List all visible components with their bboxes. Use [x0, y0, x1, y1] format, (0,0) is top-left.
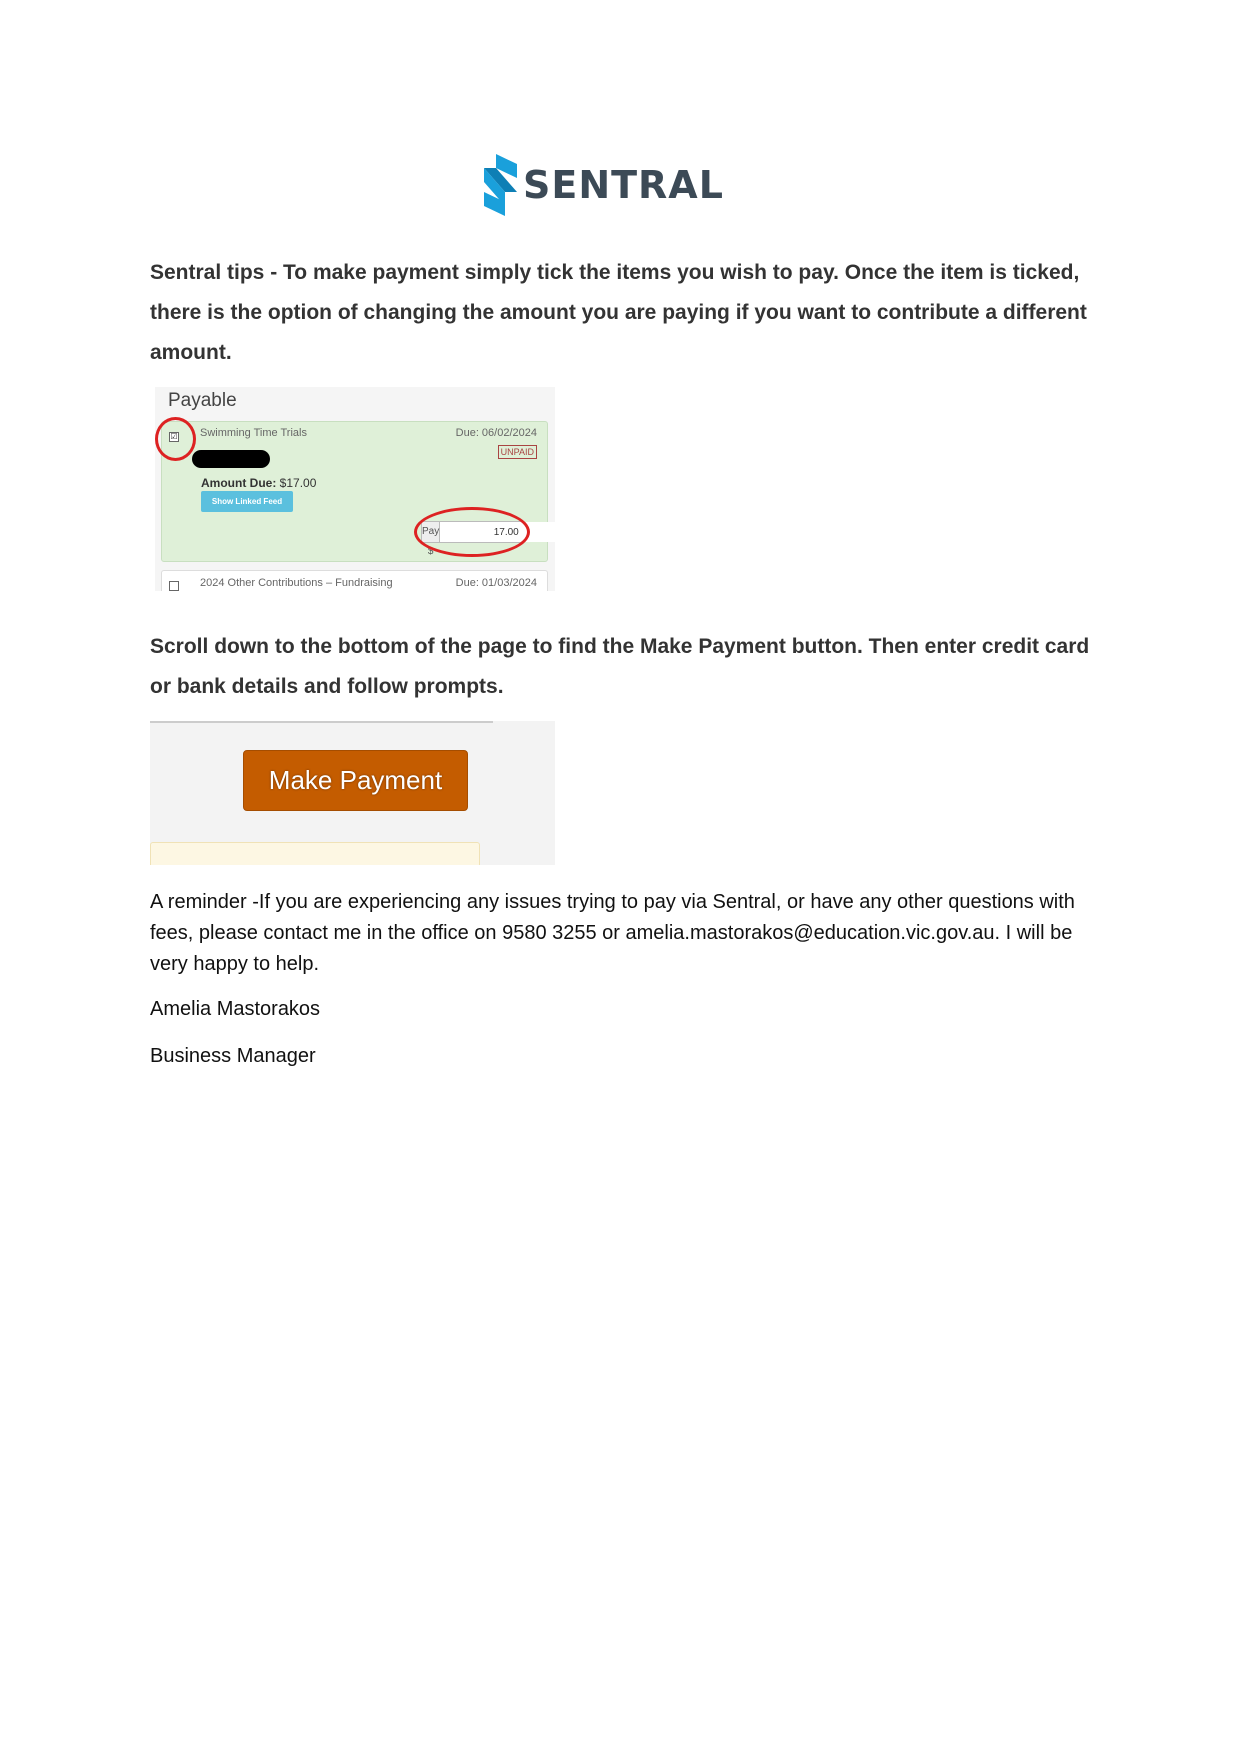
item-checkbox[interactable]: ☑ — [170, 432, 178, 441]
tip-paragraph-1: Sentral tips - To make payment simply tick the items you wish to pay. Once the item is ticked, there is the option of changing the amount you are paying if you want to contribute a different amount. — [150, 261, 1087, 364]
unpaid-badge: UNPAID — [498, 445, 537, 459]
item-checkbox-2[interactable] — [169, 581, 179, 591]
redaction-mark — [192, 450, 270, 468]
logo-text: SENTRAL — [523, 163, 724, 207]
item-due-date: Due: 06/02/2024 — [455, 427, 537, 439]
item-name: Swimming Time Trials — [200, 427, 307, 439]
amount-due — [201, 476, 316, 490]
sentral-logo-icon — [484, 154, 517, 216]
amount-due-label: Amount Due: — [201, 476, 277, 490]
payable-title: Payable — [168, 390, 237, 411]
item-name-2: 2024 Other Contributions – Fundraising — [200, 577, 393, 589]
amount-due-value: $17.00 — [279, 476, 317, 490]
make-payment-button[interactable]: Make Payment — [243, 750, 468, 811]
checkbox-highlight-circle — [155, 417, 196, 461]
payable-screenshot — [155, 387, 555, 591]
signature-role: Business Manager — [150, 1045, 316, 1067]
signature-name: Amelia Mastorakos — [150, 998, 321, 1020]
reminder-paragraph: A reminder -If you are experiencing any issues trying to pay via Sentral, or have any other questions with fees, please contact me in the office on 9580 3255 or amelia.mastorakos@education.vic.gov.au. I will be very happy to help. — [150, 891, 1075, 975]
show-linked-feed-button[interactable]: Show Linked Feed — [201, 491, 293, 512]
divider — [150, 721, 493, 723]
pay-label: Pay $ — [422, 522, 440, 542]
make-payment-screenshot — [150, 721, 555, 865]
item-due-date-2: Due: 01/03/2024 — [455, 577, 537, 589]
alert-panel — [150, 842, 480, 865]
sentral-logo — [484, 154, 724, 216]
tip-paragraph-2: Scroll down to the bottom of the page to find the Make Payment button. Then enter credit card or bank details and follow prompts. — [150, 635, 1090, 698]
pay-field-highlight-circle — [414, 507, 530, 557]
